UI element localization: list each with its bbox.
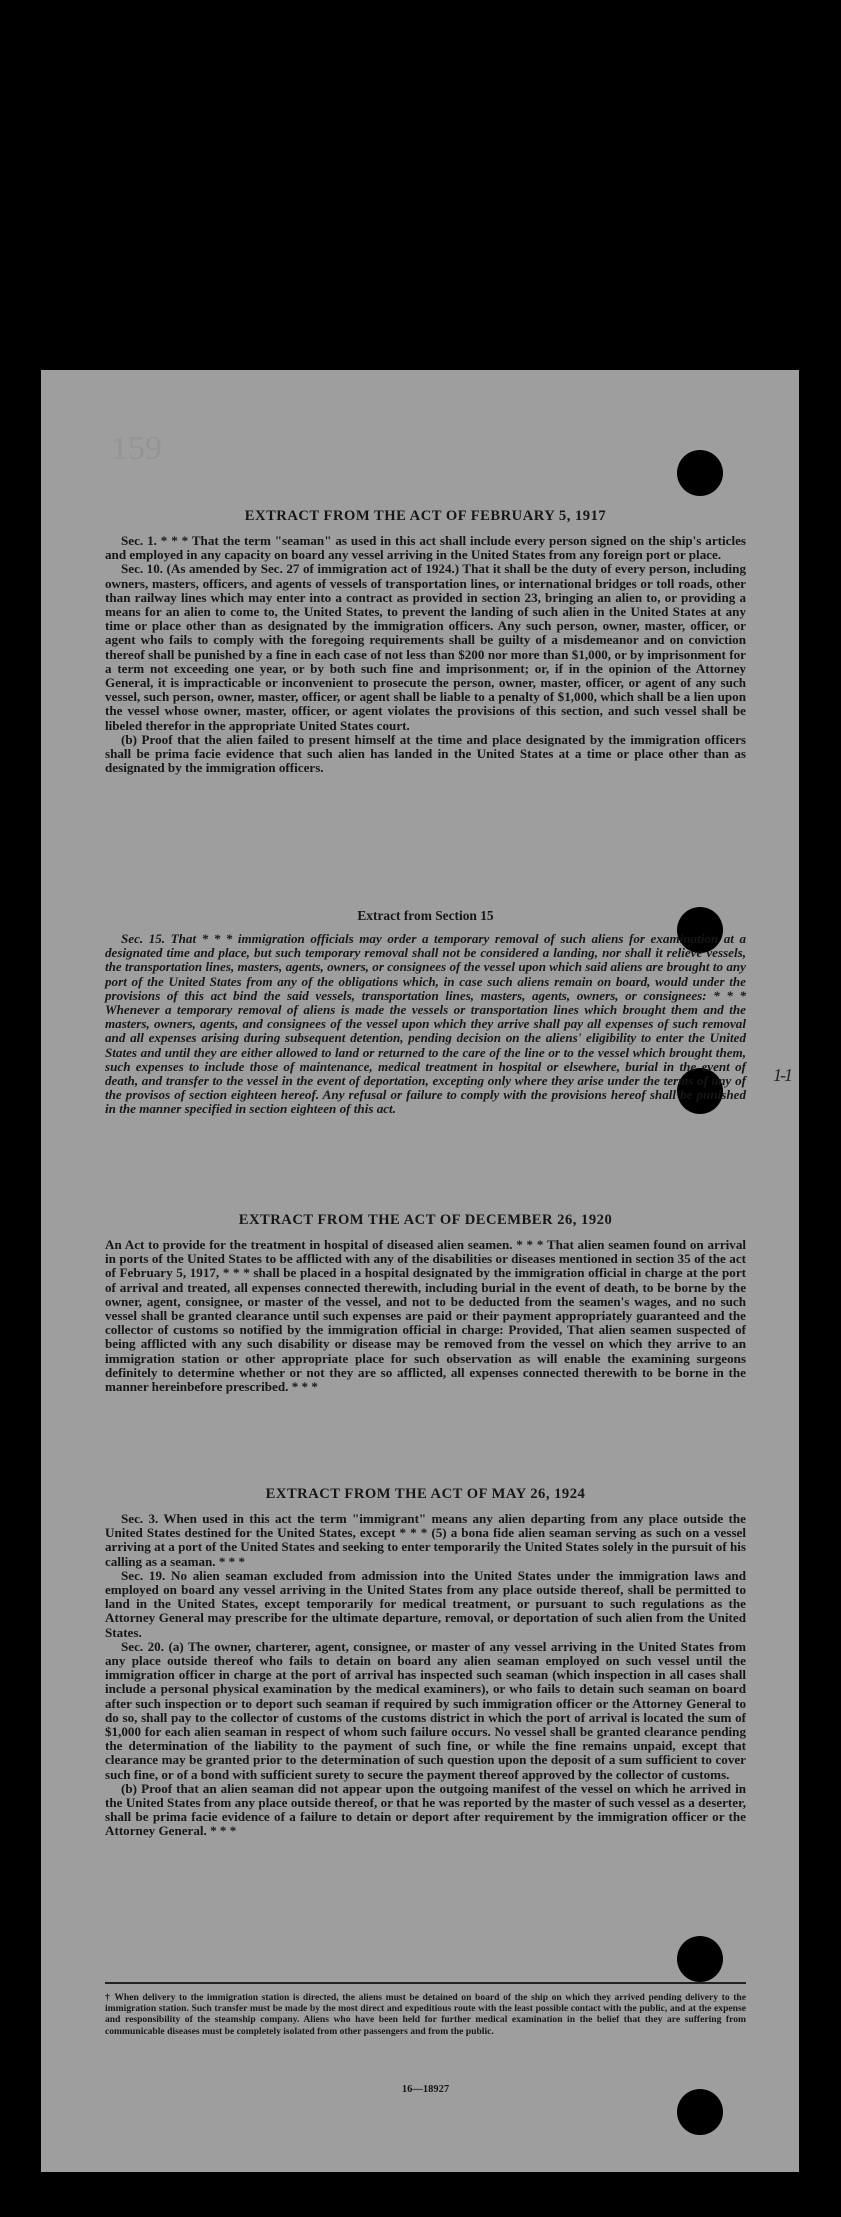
footnote-divider xyxy=(105,1982,746,1984)
paragraph-proof-b: (b) Proof that the alien failed to present himself at the time and place designated by the immigration officers shall be prima facie evidence that such alien has landed in the United States at a time or place other than as designated by the immigration officers. xyxy=(105,731,746,776)
paragraph-proof-b-1924: (b) Proof that an alien seaman did not appear upon the outgoing manifest of the vessel on which he arrived in the United States from any place outside thereof, or that he was reported by the master of such vessel as a deserter, shall be prima facie evidence of a failure to detain or deport after requirement by the immigration officer or the Attorney General. * * * xyxy=(105,1780,746,1839)
paragraph-sec-20: Sec. 20. (a) The owner, charterer, agent, consignee, or master of any vessel arriving in the United States from any place outside thereof who fails to detain on board any alien seaman employed on such vessel until the immigration officer in charge at the port of arrival has inspected such seaman (which inspection in all cases shall include a personal physical examination by the medical examiners), or who fails to detain such seaman on board after such inspection or to deport such seaman if required by such immigration officer or the Attorney General to do so, shall pay to the collector of customs of the customs district in which the port of arrival is located the sum of $1,000 for each alien seaman in respect of whom such failure occurs. No vessel shall be granted clearance pending the determination of the liability to the payment of such fine, or while the fine remains unpaid, except that clearance may be granted prior to the determination of such question upon the deposit of a sum sufficient to cover such fine, or of a bond with sufficient surety to secure the payment thereof approved by the collector of customs. xyxy=(105,1638,746,1782)
heading-act-1917: EXTRACT FROM THE ACT OF FEBRUARY 5, 1917 xyxy=(244,508,607,524)
footnote: † When delivery to the immigration station is directed, the aliens must be detained on board of the ship on which they arrived pending delivery to the immigration station. Such transfer must be made by the most direct and expeditious route with the least possible contact with the public, and at the expense and responsibility of the steamship company. Aliens who have been held for further medical examination in the belief that they are suffering from communicable diseases must be completely isolated from other passengers and from the public. xyxy=(105,1992,746,2037)
section-1917-text xyxy=(105,534,746,775)
section-1920-text xyxy=(105,1238,746,1394)
margin-handwritten-mark: 1-1 xyxy=(773,1065,791,1085)
heading-section-15: Extract from Section 15 xyxy=(357,908,494,923)
punch-hole xyxy=(677,1936,723,1982)
section-15-text xyxy=(105,932,746,1117)
document-page xyxy=(41,370,799,2172)
paragraph-sec-15: Sec. 15. That * * * immigration officials may order a temporary removal of such aliens for examination at a designated time and place, but such temporary removal shall not be considered a landing, nor shall it relieve vessels, the transportation lines, masters, agents, owners, or consignees of the vessel upon which said aliens are brought to any port of the United States from any of the obligations which, in case such aliens remain on board, would under the provisions of this act bind the said vessels, transportation lines, masters, agents, owners, or consignees: * * * Whenever a temporary removal of aliens is made the vessels or transportation lines which brought them and the masters, owners, agents, and consignees of the vessel upon which they arrive shall pay all expenses of such removal and all expenses arising during subsequent detention, pending decision on the aliens' eligibility to enter the United States and until they are either allowed to land or returned to the care of the line or to the vessel which brought them, such expenses to include those of maintenance, medical treatment in hospital or elsewhere, burial in the event of death, and transfer to the vessel in the event of deportation, excepting only where they arise under the terms of any of the provisos of section eighteen hereof. Any refusal or failure to comply with the provisions hereof shall be punished in the manner specified in section eighteen of this act. xyxy=(105,931,746,1117)
punch-hole xyxy=(677,2089,723,2135)
form-code: 16—18927 xyxy=(401,2084,450,2095)
punch-hole xyxy=(677,450,723,496)
paragraph-sec-10: Sec. 10. (As amended by Sec. 27 of immigration act of 1924.) That it shall be the duty of every person, including owners, masters, officers, and agents of vessels of transportation lines, or international bridges or toll roads, other than railway lines which may enter into a contract as provided in section 23, bringing an alien to, or providing a means for an alien to come to, the United States, to prevent the landing of such alien in the United States at any time or place other than as designated by the immigration officers. Any such person, owner, master, officer, or agent who fails to comply with the foregoing requirements shall be guilty of a misdemeanor and on conviction thereof shall be punished by a fine in each case of not less than $200 nor more than $1,000, or by imprisonment for a term not exceeding one year, or by both such fine and imprisonment; or, if in the opinion of the Attorney General, it is impracticable or inconvenient to prosecute the person, owner, master, officer, or agent of any such vessel, such person, owner, master, officer, or agent shall be liable to a penalty of $1,000, which shall be a lien upon the vessel whose owner, master, officer, or agent violates the provisions of this section, and such vessel shall be libeled therefor in the appropriate United States court. xyxy=(105,561,746,733)
faint-stamp: 159 xyxy=(111,430,162,467)
section-1924-text xyxy=(105,1512,746,1839)
heading-act-1920: EXTRACT FROM THE ACT OF DECEMBER 26, 1920 xyxy=(238,1212,613,1228)
paragraph-sec-1: Sec. 1. * * * That the term "seaman" as used in this act shall include every person signed on the ship's articles and employed in any capacity on board any vessel arriving in the United States from any foreign port or place. xyxy=(105,533,746,563)
paragraph-sec-3: Sec. 3. When used in this act the term "immigrant" means any alien departing from any place outside the United States destined for the United States, except * * * (5) a bona fide alien seaman serving as such on a vessel arriving at a port of the United States and seeking to enter temporarily the United States solely in the pursuit of his calling as a seaman. * * * xyxy=(105,1511,746,1569)
heading-act-1924: EXTRACT FROM THE ACT OF MAY 26, 1924 xyxy=(265,1486,586,1502)
paragraph-sec-19: Sec. 19. No alien seaman excluded from admission into the United States under the immigration laws and employed on board any vessel arriving in the United States from any place outside thereof, shall be permitted to land in the United States, except temporarily for medical treatment, or pursuant to such regulations as the Attorney General may prescribe for the ultimate departure, removal, or deportation of such alien from the United States. xyxy=(105,1567,746,1640)
paragraph-act-1920: An Act to provide for the treatment in hospital of diseased alien seamen. * * * That alien seamen found on arrival in ports of the United States to be afflicted with any of the disabilities or diseases mentioned in section 35 of the act of February 5, 1917, * * * shall be placed in a hospital designated by the immigration official in charge at the port of arrival and treated, all expenses connected therewith, including burial in the event of death, to be borne by the owner, agent, consignee, or master of the vessel, and not to be deducted from the seamen's wages, and no such vessel shall be granted clearance until such expenses are paid or their payment appropriately guaranteed and the collector of customs so notified by the immigration official in charge: Provided, That alien seamen suspected of being afflicted with any such disability or disease may be removed from the vessel on which they arrive to an immigration station or other appropriate place for such observation as will enable the examining surgeons definitely to determine whether or not they are so afflicted, all expenses connected therewith to be borne in the manner hereinbefore prescribed. * * * xyxy=(105,1237,746,1395)
